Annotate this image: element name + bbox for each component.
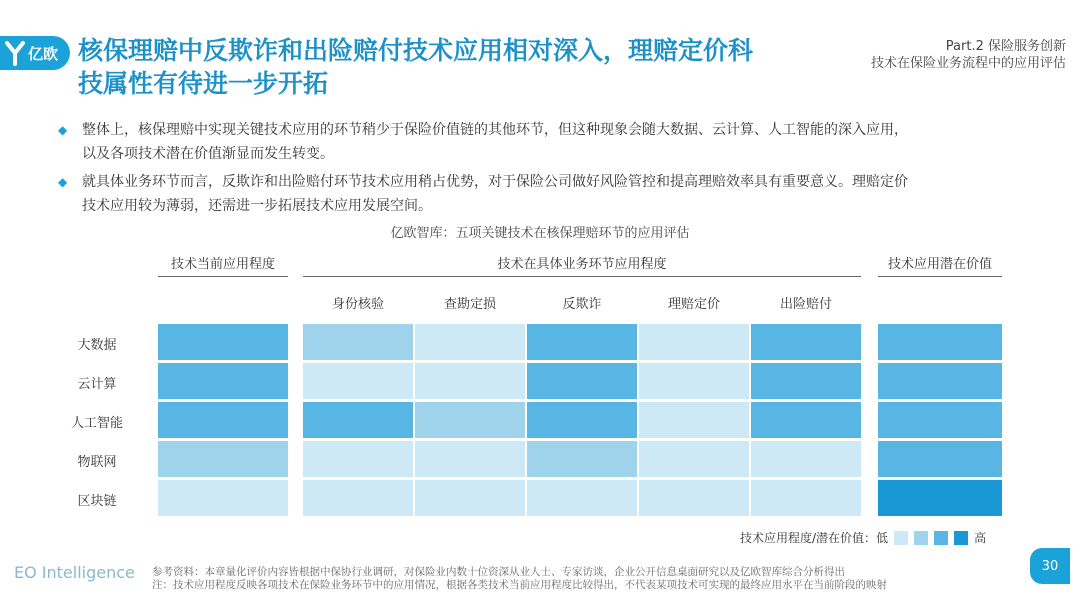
heatmap-cell [751, 363, 861, 399]
heatmap-cell [303, 480, 413, 516]
legend-swatch [934, 531, 948, 545]
group-label-potential: 技术应用潜在价值 [887, 257, 992, 272]
bullet-text [82, 118, 908, 166]
group-label-business: 技术在具体业务环节应用程度 [497, 257, 667, 272]
bullet-line: 就具体业务环节而言，反欺诈和出险赔付环节技术应用稍占优势，对于保险公司做好风险管控和提高理赔效率具有重要意义。理赔定价 [82, 174, 908, 190]
row-label: 区块链 [77, 494, 117, 509]
title-line-2: 技属性有待进一步开拓 [78, 69, 329, 98]
logo-text: 亿欧 [28, 44, 59, 63]
heatmap-cell [878, 441, 1002, 477]
column-label: 理赔定价 [667, 297, 720, 312]
part-line-2: 技术在保险业务流程中的应用评估 [870, 56, 1066, 71]
logo-y-icon [4, 39, 26, 67]
bullet-line: 技术应用较为薄弱，还需进一步拓展技术应用发展空间。 [82, 198, 432, 214]
heatmap-cell [527, 402, 637, 438]
heatmap-cell [751, 324, 861, 360]
bullet-line: 以及各项技术潜在价值渐显而发生转变。 [82, 146, 334, 162]
heatmap-cell [303, 402, 413, 438]
bullet-item [58, 118, 1048, 166]
heatmap-cell [158, 324, 288, 360]
bullet-item [58, 170, 1048, 218]
legend-high: 高 [974, 531, 987, 545]
heatmap-cell [303, 441, 413, 477]
heatmap-cell [639, 363, 749, 399]
heatmap-cell [639, 402, 749, 438]
heatmap-cell [415, 441, 525, 477]
bullet-line: 整体上，核保理赔中实现关键技术应用的环节稍少于保险价值链的其他环节，但这种现象会随大数据、云计算、人工智能的深入应用， [82, 122, 908, 138]
group-underline [303, 276, 861, 277]
column-label: 出险赔付 [779, 297, 832, 312]
group-label-current: 技术当前应用程度 [170, 257, 275, 272]
page-title [78, 34, 838, 100]
brand-footer: EO Intelligence [14, 563, 135, 582]
heatmap-cell [158, 441, 288, 477]
heatmap-cell [639, 480, 749, 516]
legend-low: 低 [876, 531, 889, 545]
heatmap-cell [415, 402, 525, 438]
title-line-1: 核保理赔中反欺诈和出险赔付技术应用相对深入，理赔定价科 [78, 36, 754, 65]
diamond-bullet-icon: ◆ [58, 123, 68, 137]
row-label: 人工智能 [70, 416, 123, 431]
heatmap-cell [415, 324, 525, 360]
bullet-list [58, 118, 1048, 222]
section-label [871, 38, 1066, 72]
row-label: 大数据 [77, 338, 117, 353]
heatmap-cell [878, 363, 1002, 399]
part-line-1: Part.2 保险服务创新 [945, 39, 1066, 54]
heatmap-cell [639, 441, 749, 477]
heatmap-cell [527, 363, 637, 399]
legend-label: 技术应用程度/潜在价值： [740, 531, 877, 545]
heatmap-cell [751, 480, 861, 516]
group-underline [878, 276, 1002, 277]
column-label: 查勘定损 [443, 297, 496, 312]
heatmap-cell [878, 324, 1002, 360]
diamond-bullet-icon: ◆ [58, 175, 68, 189]
heatmap-cell [415, 363, 525, 399]
source-note: 参考资料：本章量化评价内容皆根据中保协行业调研，对保险业内数十位资深从业人士、专家访谈，企业公开信息桌面研究以及亿欧智库综合分析得出 [152, 566, 845, 578]
heatmap-cell [158, 363, 288, 399]
logo [0, 36, 70, 70]
legend-swatch [954, 531, 968, 545]
footnotes [152, 566, 1012, 592]
column-label: 身份核验 [331, 297, 384, 312]
legend-swatch [894, 531, 908, 545]
heatmap-cell [878, 402, 1002, 438]
heatmap-cell [639, 324, 749, 360]
heatmap-cell [527, 324, 637, 360]
heatmap-cell [878, 480, 1002, 516]
legend [740, 529, 986, 546]
bullet-text [82, 170, 908, 218]
heatmap-cell [158, 402, 288, 438]
heatmap-cell [303, 363, 413, 399]
heatmap-cell [751, 441, 861, 477]
heatmap-cell [527, 480, 637, 516]
row-label: 云计算 [77, 377, 117, 392]
row-label: 物联网 [77, 455, 117, 470]
chart-title: 亿欧智库：五项关键技术在核保理赔环节的应用评估 [390, 226, 690, 241]
heatmap-cell [527, 441, 637, 477]
heatmap-cell [751, 402, 861, 438]
heatmap-cell [303, 324, 413, 360]
page-number: 30 [1030, 548, 1070, 584]
heatmap-cell [158, 480, 288, 516]
heatmap-cell [415, 480, 525, 516]
column-label: 反欺诈 [562, 297, 602, 312]
legend-swatch [914, 531, 928, 545]
group-underline [158, 276, 288, 277]
explanatory-note: 注：技术应用程度反映各项技术在保险业务环节中的应用情况，根据各类技术当前应用程度比较得出，不代表某项技术可实现的最终应用水平在当前阶段的映射 [152, 579, 887, 591]
